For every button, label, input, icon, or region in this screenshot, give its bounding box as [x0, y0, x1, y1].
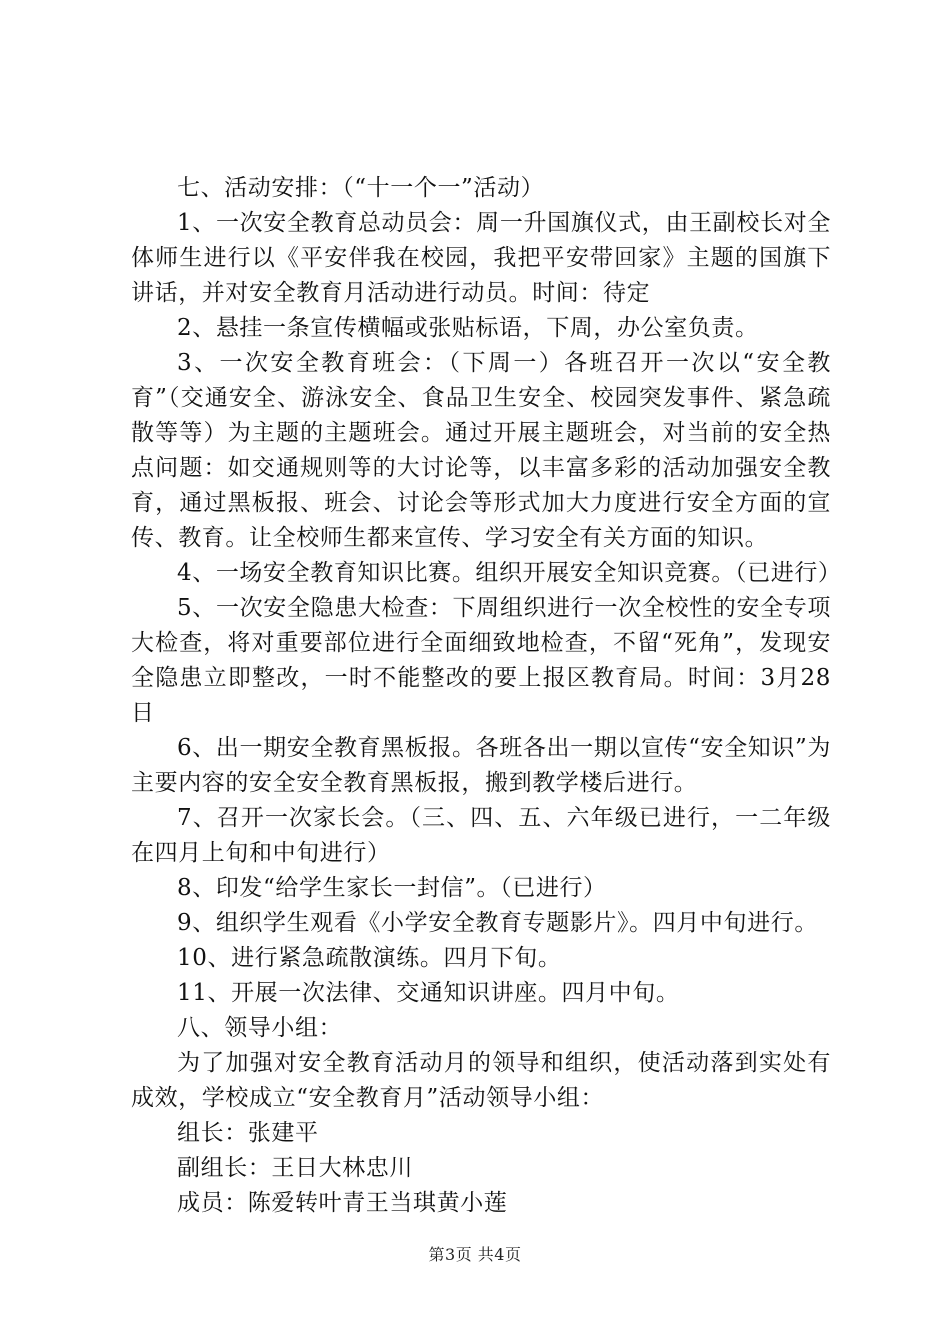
- activity-item-6: 6、出一期安全教育黑板报。各班各出一期以宣传“安全知识”为主要内容的安全安全教育黑板报，搬到教学楼后进行。: [131, 735, 831, 796]
- activity-item-7: 7、召开一次家长会。（三、四、五、六年级已进行，一二年级在四月上旬和中旬进行）: [131, 805, 831, 866]
- activity-item-4: 4、一场安全教育知识比赛。组织开展安全知识竞赛。（已进行）: [177, 560, 842, 586]
- leadership-intro: 为了加强对安全教育活动月的领导和组织，使活动落到实处有成效，学校成立“安全教育月”活动领导小组：: [131, 1050, 831, 1111]
- activity-item-3: 3、一次安全教育班会：（下周一）各班召开一次以“安全教育”（交通安全、游泳安全、食品卫生安全、校园突发事件、紧急疏散等等）为主题的主题班会。通过开展主题班会，对当前的安全热点问题：如交通规则等的大讨论等，以丰富多彩的活动加强安全教育，通过黑板报、班会、讨论会等形式加大力度进行安全方面的宣传、教育。让全校师生都来宣传、学习安全有关方面的知识。: [131, 350, 831, 551]
- activity-item-2: 2、悬挂一条宣传横幅或张贴标语，下周，办公室负责。: [177, 315, 759, 341]
- activity-item-5: 5、一次安全隐患大检查：下周组织进行一次全校性的安全专项大检查，将对重要部位进行全面细致地检查，不留“死角”，发现安全隐患立即整改，一时不能整改的要上报区教育局。时间：3月28日: [131, 595, 831, 726]
- activity-item-10: 10、进行紧急疏散演练。四月下旬。: [177, 945, 562, 971]
- section-heading-activities: 七、活动安排：（“十一个一”活动）: [177, 175, 545, 201]
- leader-line: 组长：张建平: [177, 1120, 319, 1146]
- section-heading-leadership: 八、领导小组：: [177, 1015, 343, 1041]
- document-body: [131, 171, 842, 1221]
- activity-item-9: 9、组织学生观看《小学安全教育专题影片》。四月中旬进行。: [177, 910, 818, 936]
- page-number-footer: 第3页 共4页: [428, 1245, 522, 1264]
- members-line: 成员：陈爱转叶青王当琪黄小莲: [177, 1190, 508, 1216]
- activity-item-1: 1、一次安全教育总动员会：周一升国旗仪式，由王副校长对全体师生进行以《平安伴我在校园，我把平安带回家》主题的国旗下讲话，并对安全教育月活动进行动员。时间：待定: [131, 210, 831, 306]
- activity-item-8: 8、印发“给学生家长一封信”。（已进行）: [177, 875, 607, 901]
- deputy-leader-line: 副组长：王日大林忠川: [177, 1155, 413, 1181]
- activity-item-11: 11、开展一次法律、交通知识讲座。四月中旬。: [177, 980, 680, 1006]
